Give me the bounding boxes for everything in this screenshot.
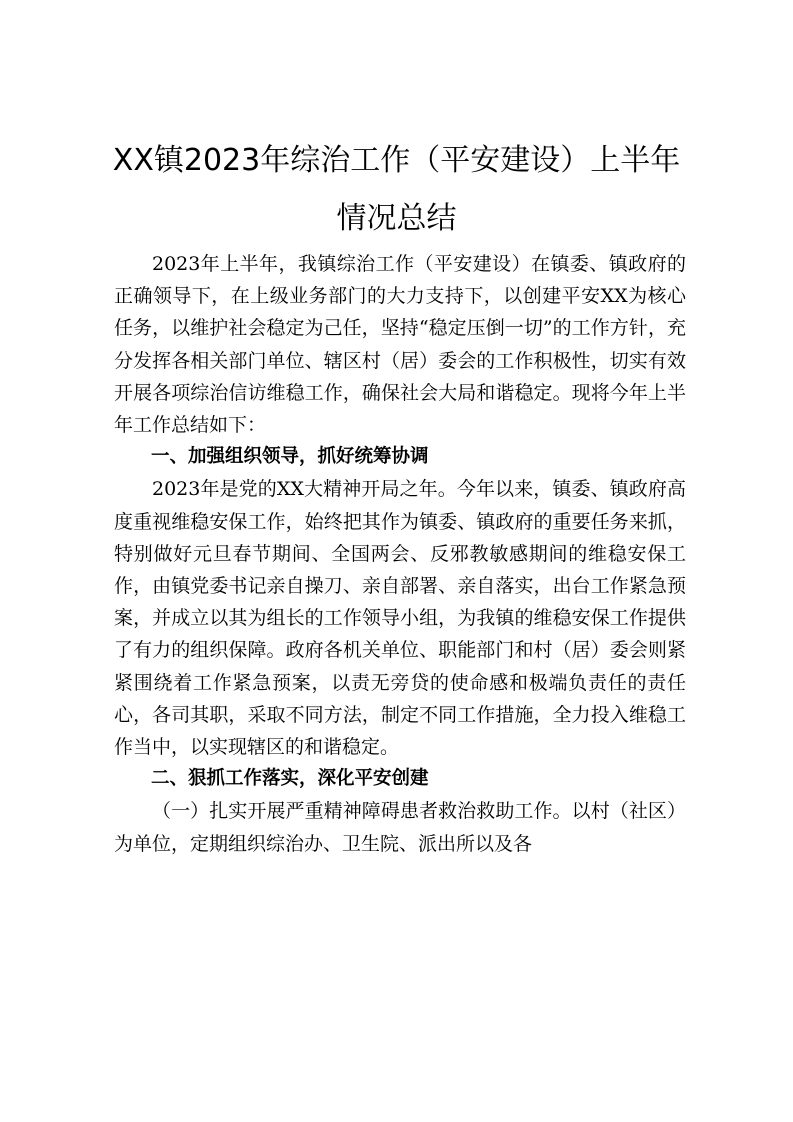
section-2-item-1-paragraph: （一）扎实开展严重精神障碍患者救治救助工作。以村（社区）为单位，定期组织综治办、卫生院、派出所以及各 <box>114 800 686 855</box>
document-body <box>114 248 686 860</box>
title-line-2: 情况总结 <box>336 201 457 236</box>
section-1-paragraph: 2023年是党的XX大精神开局之年。今年以来，镇委、镇政府高度重视维稳安保工作，始终把其作为镇委、镇政府的重要任务来抓，特别做好元旦春节期间、全国两会、反邪教敏感期间的维稳安保工作，由镇党委书记亲自操刀、亲自部署、亲自落实，出台工作紧急预案，并成立以其为组长的工作领导小组，为我镇的维稳安保工作提供了有力的组织保障。政府各机关单位、职能部门和村（居）委会则紧紧围绕着工作紧急预案，以责无旁贷的使命感和极端负责任的责任心，各司其职，采取不同方法，制定不同工作措施，全力投入维稳工作当中，以实现辖区的和谐稳定。 <box>114 478 686 759</box>
title-line-1: XX镇2023年综治工作（平安建设）上半年 <box>112 143 681 178</box>
section-1-heading: 一、加强组织领导，抓好统筹协调 <box>151 446 429 468</box>
document-title <box>90 132 703 248</box>
intro-paragraph: 2023年上半年，我镇综治工作（平安建设）在镇委、镇政府的正确领导下，在上级业务部门的大力支持下，以创建平安XX为核心任务，以维护社会稳定为己任，坚持“稳定压倒一切”的工作方针，充分发挥各相关部门单位、辖区村（居）委会的工作积极性，切实有效开展各项综治信访维稳工作，确保社会大局和谐稳定。现将今年上半年工作总结如下： <box>114 253 686 437</box>
section-2-heading: 二、狠抓工作落实，深化平安创建 <box>151 768 429 790</box>
